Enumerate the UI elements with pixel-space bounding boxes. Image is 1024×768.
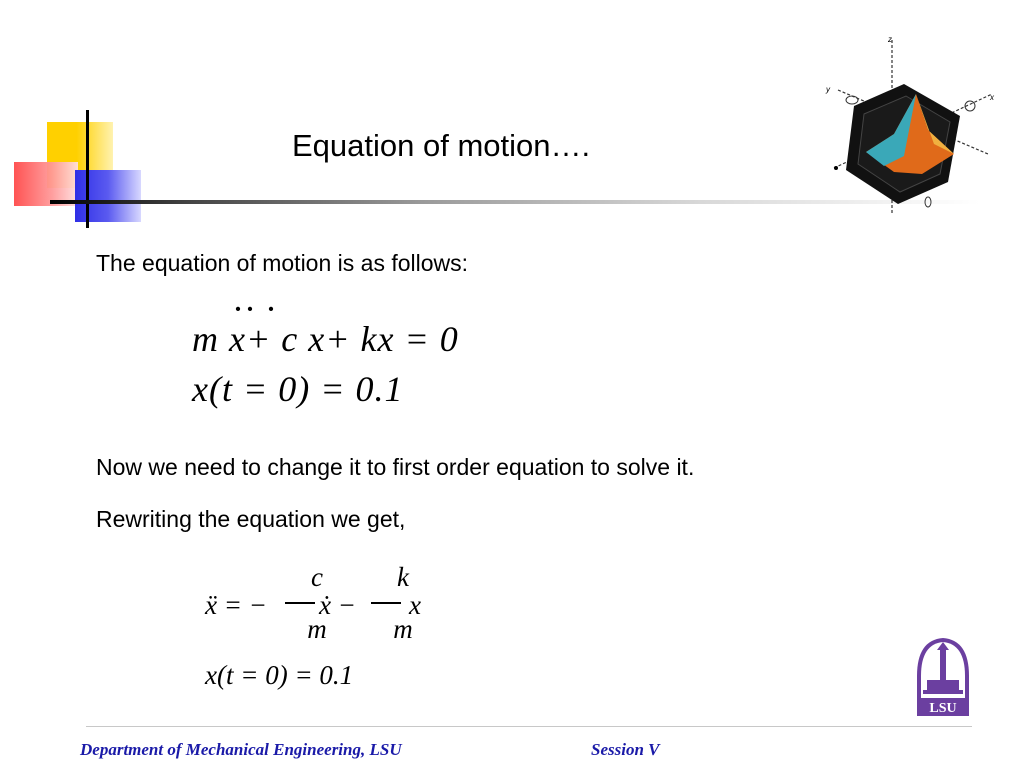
svg-text:y: y (826, 85, 830, 94)
rewrite-text: Rewriting the equation we get, (96, 506, 406, 532)
footer-session: Session V (591, 740, 660, 759)
decor-blue-square (75, 170, 141, 222)
eq3-frac1-num: c (311, 562, 323, 592)
svg-text:z: z (888, 35, 892, 44)
footer-department: Department of Mechanical Engineering, LSU (80, 740, 402, 759)
eq3-frac2-num: k (397, 562, 409, 592)
eq3-fraction-k-m (369, 562, 413, 652)
intro-text: The equation of motion is as follows: (96, 250, 469, 276)
slide-title: Equation of motion…. (292, 128, 591, 163)
eq1-derivative-dots: ·· · (232, 289, 277, 329)
eq4-text: x(t = 0) = 0.1 (205, 660, 354, 690)
eq3-fraction-c-m (283, 562, 327, 652)
footer-divider (86, 726, 972, 727)
decor-vertical-line (86, 110, 89, 228)
equation-of-motion: m x+ c x+ kx = 0 (192, 319, 459, 359)
lsu-logo-text: LSU (929, 701, 957, 716)
eq3-frac1-den: m (307, 614, 327, 644)
eq3-mid: ẋ − (319, 590, 356, 620)
eq3-frac1-bar (285, 602, 315, 604)
eq3-frac2-bar (371, 602, 401, 604)
initial-condition: x(t = 0) = 0.1 (192, 369, 404, 409)
change-text: Now we need to change it to first order equation to solve it. (96, 454, 695, 480)
svg-text:x: x (990, 93, 994, 102)
eq3-tail: x (409, 590, 421, 620)
matlab-logo-icon (824, 34, 1000, 220)
initial-condition-rewritten (205, 660, 353, 691)
eq3-frac2-den: m (393, 614, 413, 644)
eq3-lhs: ẍ = − (205, 590, 267, 620)
lsu-logo-icon (913, 636, 973, 718)
